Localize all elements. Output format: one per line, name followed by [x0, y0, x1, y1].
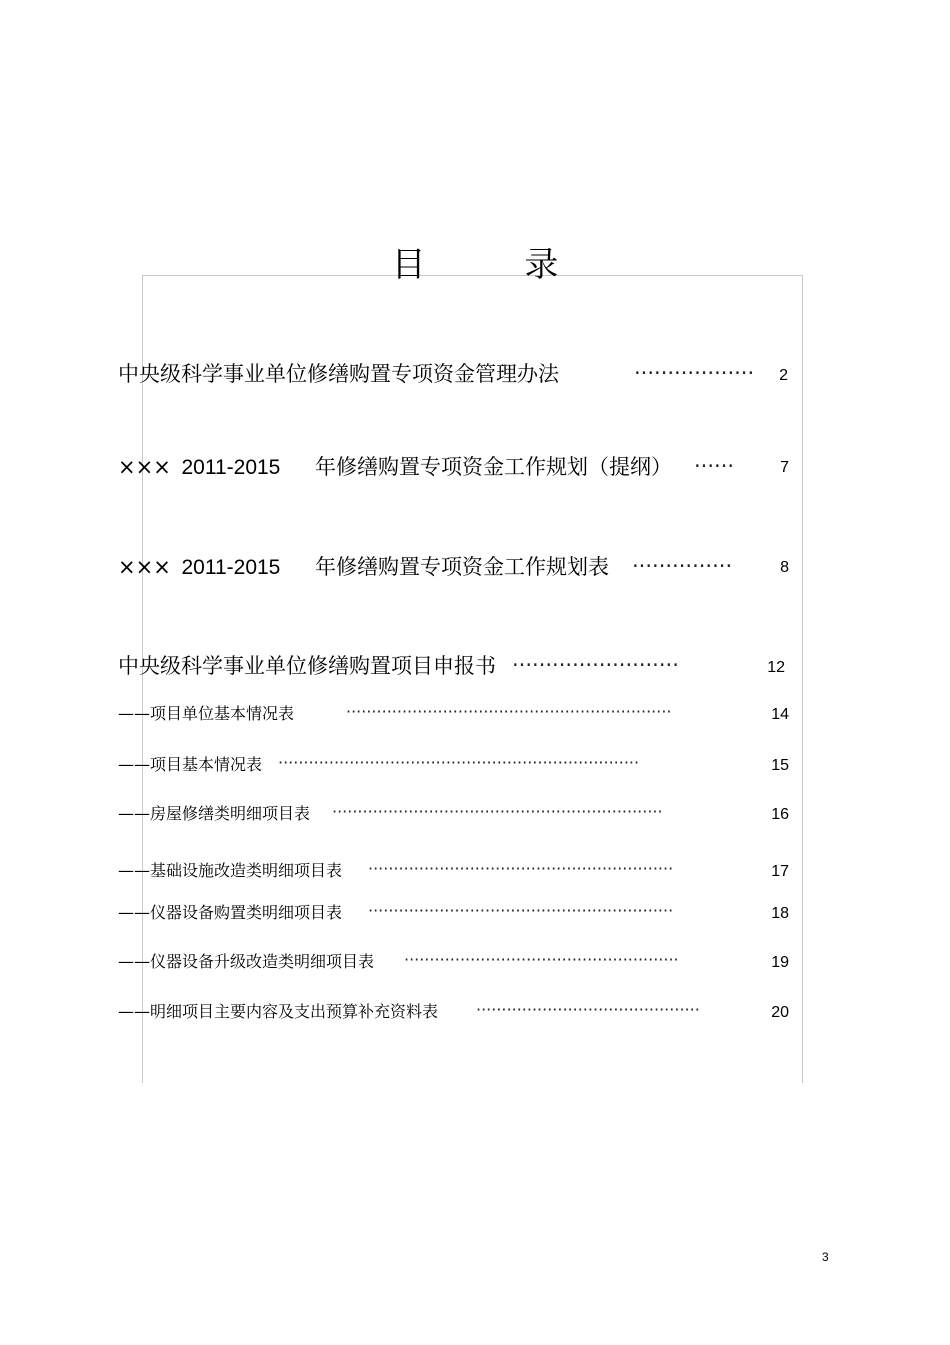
- toc-page-number: 7: [780, 459, 789, 476]
- toc-entry-7[interactable]: [118, 802, 310, 826]
- toc-page-number: 18: [771, 905, 789, 922]
- toc-leader-dots: ···············: [632, 554, 733, 578]
- toc-entry-prefix: ×××: [118, 555, 171, 579]
- toc-entry-text: ——项目单位基本情况表: [118, 704, 295, 723]
- toc-leader-dots: ·································································: [332, 802, 663, 821]
- toc-entry-3[interactable]: [118, 552, 609, 583]
- toc-page-number: 2: [779, 367, 788, 384]
- toc-page-number: 16: [771, 806, 789, 823]
- toc-leader-dots: ············································: [476, 1000, 700, 1019]
- toc-entry-text: ——基础设施改造类明细项目表: [118, 861, 343, 880]
- toc-title: 目 录: [391, 245, 603, 285]
- toc-entry-text: 中央级科学事业单位修缮购置项目申报书: [118, 654, 496, 678]
- toc-entry-10[interactable]: [118, 950, 374, 974]
- toc-entry-6[interactable]: [118, 753, 262, 777]
- toc-page-number: 19: [771, 954, 789, 971]
- toc-entry-text: 中央级科学事业单位修缮购置专项资金管理办法: [118, 362, 559, 386]
- toc-entry-11[interactable]: [118, 1000, 438, 1024]
- toc-entry-text: 年修缮购置专项资金工作规划（提纲）: [315, 455, 673, 479]
- toc-page-number: 20: [771, 1004, 789, 1021]
- toc-leader-dots: ····························································: [368, 901, 674, 920]
- toc-leader-dots: ······: [694, 454, 735, 478]
- toc-entry-5[interactable]: [118, 702, 294, 726]
- toc-entry-prefix: ×××: [118, 455, 171, 479]
- toc-entry-2[interactable]: [118, 452, 672, 483]
- toc-leader-dots: ·························: [512, 653, 679, 677]
- footer-page-number: 3: [822, 1250, 829, 1264]
- toc-entry-4[interactable]: [118, 651, 496, 681]
- toc-page-number: 15: [771, 757, 789, 774]
- toc-leader-dots: ································································: [346, 702, 672, 721]
- toc-page-number: 14: [771, 706, 789, 723]
- toc-entry-year: 2011-2015: [181, 456, 281, 479]
- toc-leader-dots: ······················································: [404, 950, 679, 969]
- toc-entry-text: ——仪器设备升级改造类明细项目表: [118, 952, 375, 971]
- toc-entry-9[interactable]: [118, 901, 342, 925]
- toc-page-number: 17: [771, 863, 789, 880]
- toc-leader-dots: ····························································: [368, 859, 674, 878]
- toc-entry-text: ——项目基本情况表: [118, 755, 263, 774]
- toc-entry-year: 2011-2015: [181, 556, 281, 579]
- toc-entry-text: 年修缮购置专项资金工作规划表: [315, 555, 610, 579]
- toc-leader-dots: ··················: [634, 361, 755, 385]
- toc-entry-text: ——仪器设备购置类明细项目表: [118, 903, 343, 922]
- toc-entry-8[interactable]: [118, 859, 342, 883]
- toc-page-number: 12: [767, 659, 785, 676]
- toc-leader-dots: ·······································································: [278, 753, 640, 772]
- toc-entry-1[interactable]: [118, 359, 559, 389]
- toc-entry-text: ——明细项目主要内容及支出预算补充资料表: [118, 1002, 439, 1021]
- toc-page-number: 8: [780, 559, 789, 576]
- toc-entry-text: ——房屋修缮类明细项目表: [118, 804, 311, 823]
